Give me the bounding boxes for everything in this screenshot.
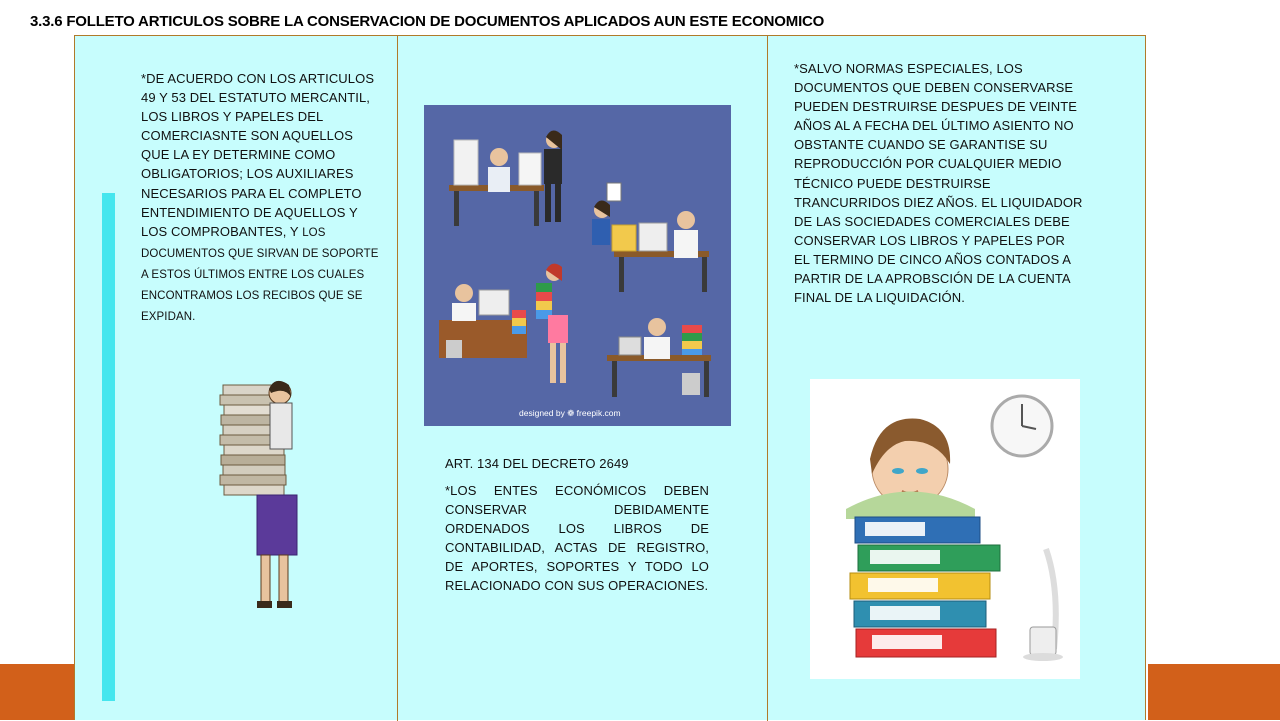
panel-divider-2 (767, 36, 768, 721)
left-main-text: *DE ACUERDO CON LOS ARTICULOS 49 Y 53 DEL ESTATUTO MERCANTIL, LOS LIBROS Y PAPELES DEL COMERCIASNTE SON AQUELLOS QUE LA EY DETERMINE COMO OBLIGATORIOS; LOS AUXILIARES NECESARIOS PARA EL COMPLETO ENTENDIMIENTO DE AQUELLOS Y LOS COMPROBANTES, Y (141, 71, 375, 239)
panel-divider-1 (397, 36, 398, 721)
left-small-text: LOS DOCUMENTOS QUE SIRVAN DE SOPORTE A ESTOS ÚLTIMOS ENTRE LOS CUALES ENCONTRAMOS LOS RECIBOS QUE SE EXPIDAN. (141, 226, 379, 324)
center-body-text: *LOS ENTES ECONÓMICOS DEBEN CONSERVAR DEBIDAMENTE ORDENADOS LOS LIBROS DE CONTABILIDAD, ACTAS DE REGISTRO, DE APORTES, SOPORTES Y TODO LO RELACIONADO CON SUS OPERACIONES. (445, 483, 709, 594)
tired-woman-with-binders-illustration (810, 379, 1080, 679)
cyan-accent-bar (102, 193, 115, 701)
freepik-watermark: designed by ❁ freepik.com (519, 408, 621, 418)
left-panel-text (141, 69, 383, 327)
woman-carrying-books-illustration (215, 371, 305, 621)
office-workers-illustration (424, 105, 731, 426)
brochure (74, 35, 1146, 720)
page-title: 3.3.6 FOLLETO ARTICULOS SOBRE LA CONSERVACION DE DOCUMENTOS APLICADOS AUN ESTE ECONOMICO (30, 13, 825, 30)
right-panel-text: *SALVO NORMAS ESPECIALES, LOS DOCUMENTOS QUE DEBEN CONSERVARSE PUEDEN DESTRUIRSE DESPUES DE VEINTE AÑOS AL A FECHA DEL ÚLTIMO ASIENTO NO OBSTANTE CUANDO SE GARANTISE SU REPRODUCCIÓN POR CUALQUIER MEDIO TÉCNICO PUEDE DESTRUIRSE TRANCURRIDOS DIEZ AÑOS. EL LIQUIDADOR DE LAS SOCIEDADES COMERCIALES DEBE CONSERVAR LOS LIBROS Y PAPELES POR EL TERMINO DE CINCO AÑOS CONTADOS A PARTIR DE LA APROBSCIÓN DE LA CUENTA FINAL DE LA LIQUIDACIÓN. (794, 61, 1083, 306)
orange-band-left (0, 664, 75, 720)
center-heading: ART. 134 DEL DECRETO 2649 (445, 456, 629, 471)
orange-band-right (1148, 664, 1280, 720)
